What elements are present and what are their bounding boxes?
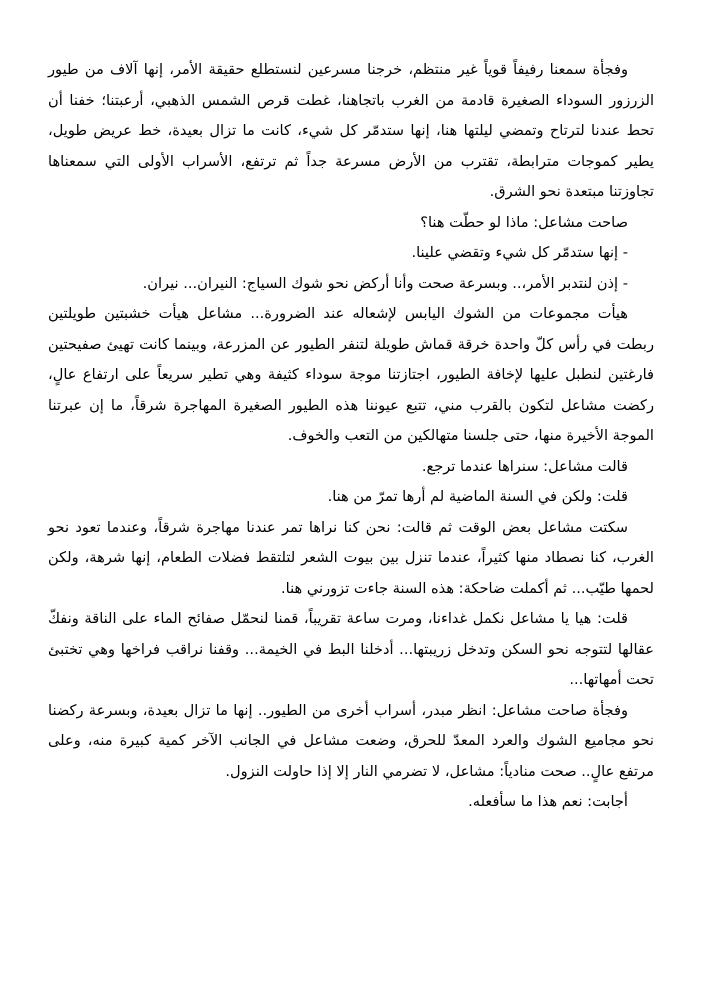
document-page xyxy=(48,55,654,818)
paragraph-2: صاحت مشاعل: ماذا لو حطّت هنا؟ xyxy=(420,213,628,231)
paragraph-6: قالت مشاعل: سنراها عندما ترجع. xyxy=(421,457,628,475)
paragraph-3: - إنها ستدمّر كل شيء وتقضي علينا. xyxy=(411,244,628,261)
paragraph-5: هيأت مجموعات من الشوك اليابس لإشعاله عند الضرورة... مشاعل هيأت خشبتين طويلتين ربطت في رأس كلّ واحدة خرقة قماش طويلة لتنفر الطيور عن المزرعة، وبينما كانت تهيئ صفيحتين فارغتين لنطبل عليها لإخافة الطيور، اجتازتنا موجة سوداء كثيفة وهي تطير سريعاً على ارتفاع عالٍ، ركضت مشاعل لتكون بالقرب مني، تتبع عيوننا هذه الطيور الصغيرة المهاجرة شرقاً، ما إن عبرتنا الموجة الأخيرة منها، حتى جلسنا متهالكين من التعب والخوف. xyxy=(48,305,654,444)
paragraph-4: - إذن لنتدبر الأمر،.. وبسرعة صحت وأنا أركض نحو شوك السياج: النيران... نيران. xyxy=(142,274,628,292)
paragraph-1: وفجأة سمعنا رفيفاً قوياً غير منتظم، خرجنا مسرعين لنستطلع حقيقة الأمر، إنها آلاف من طيور الزرزور السوداء الصغيرة قادمة من الغرب باتجاهنا، غطت قرص الشمس الذهبي، أرعبتنا؛ خفنا أن تحط عندنا لترتاح وتمضي ليلتها هنا، إنها ستدمّر كل شيء، كانت ما تزال بعيدة، خط عريض طويل، يطير كموجات مترابطة، تقترب من الأرض مسرعة جداً ثم ترتفع، الأسراب الأولى التي سمعناها تجاوزتنا مبتعدة نحو الشرق. xyxy=(48,61,654,200)
paragraph-8: سكتت مشاعل بعض الوقت ثم قالت: نحن كنا نراها تمر عندنا مهاجرة شرقاً، وعندما تعود نحو الغرب، كنا نصطاد منها كثيراً، عندما تنزل بين بيوت الشعر لتلتقط فضلات الطعام، إنها شرهة، ولكن لحمها طيّب... ثم أكملت ضاحكة: هذه السنة جاءت تزورني هنا. xyxy=(48,518,654,597)
paragraph-9: قلت: هيا يا مشاعل نكمل غداءنا، ومرت ساعة تقريباً، قمنا لنحمّل صفائح الماء على الناقة ونفكّ عقالها لتتوجه نحو السكن وتدخل زريبتها... أدخلنا البط في الخيمة... وقفنا نراقب فراخها وهي تختبئ تحت أمهاتها... xyxy=(48,610,654,688)
paragraph-11: أجابت: نعم هذا ما سأفعله. xyxy=(468,793,628,810)
paragraph-7: قلت: ولكن في السنة الماضية لم أرها تمرّ من هنا. xyxy=(327,488,628,505)
paragraph-10: وفجأة صاحت مشاعل: انظر مبدر، أسراب أخرى من الطيور.. إنها ما تزال بعيدة، وبسرعة ركضنا نحو مجاميع الشوك والعرد المعدّ للحرق، وضعت مشاعل في الجانب الآخر كمية كبيرة منه، وعلى مرتفع عالٍ.. صحت منادياً: مشاعل، لا تضرمي النار إلا إذا حاولت النزول. xyxy=(48,701,654,780)
